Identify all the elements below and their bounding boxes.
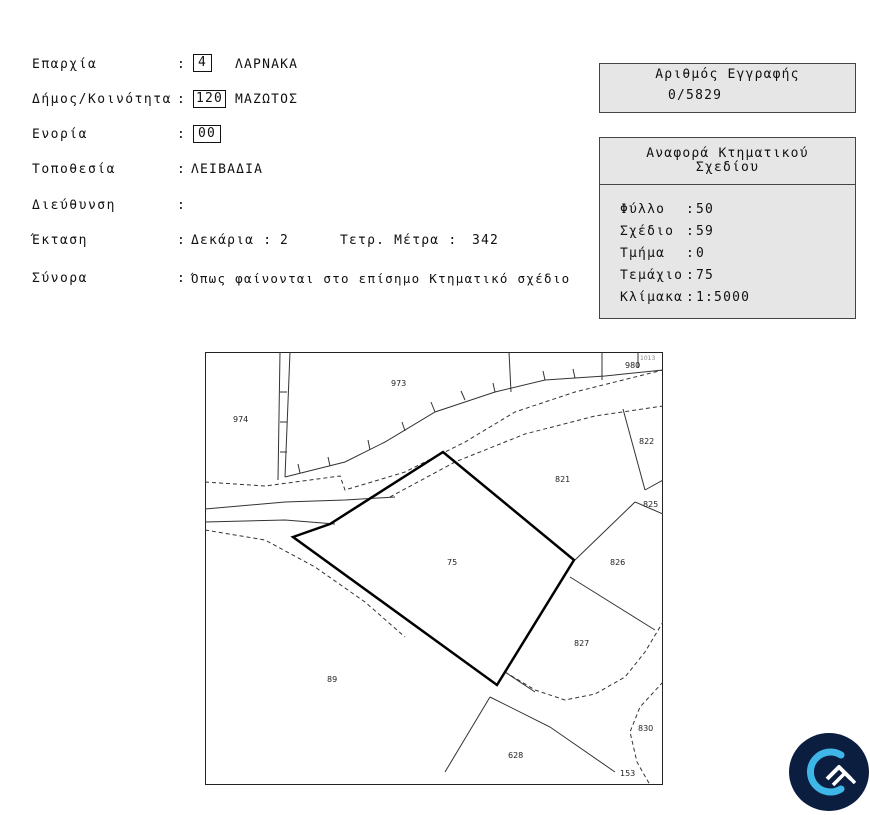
- parcel-label: 973: [391, 379, 407, 388]
- parcel-label: 75: [447, 558, 458, 567]
- parcel-label: 628: [508, 751, 524, 760]
- location-label: Τοποθεσία: [32, 162, 116, 177]
- district-code: 4: [193, 54, 212, 72]
- parcel-label: 980: [625, 361, 641, 370]
- section-label: Τμήμα: [620, 246, 666, 261]
- area-dekaria-label: Δεκάρια :: [191, 233, 273, 248]
- area-label: Έκταση: [32, 233, 88, 248]
- parcel-label: 822: [639, 437, 655, 446]
- plot-label: Τεμάχιο: [620, 268, 684, 283]
- colon: :: [177, 162, 185, 177]
- sheet-value: 50: [696, 202, 715, 217]
- colon: :: [177, 233, 185, 248]
- parcel-label: 89: [327, 675, 338, 684]
- section-value: 0: [696, 246, 706, 261]
- cadastral-title-line1: Αναφορά Κτηματικού: [646, 146, 809, 161]
- colon: :: [686, 224, 696, 239]
- parcel-label: 830: [638, 724, 654, 733]
- colon: :: [177, 198, 185, 213]
- registration-panel: [599, 63, 856, 113]
- plan-label: Σχέδιο: [620, 224, 675, 239]
- cadastral-header: [600, 138, 855, 185]
- parcel-label: 974: [233, 415, 249, 424]
- parish-code-box: [193, 125, 221, 143]
- parcel-label: 827: [574, 639, 590, 648]
- plot-value: 75: [696, 268, 715, 283]
- brand-logo-icon: [789, 733, 869, 811]
- area-sqm-label: Τετρ. Μέτρα :: [340, 233, 458, 248]
- parcel-label: 825: [643, 500, 659, 509]
- cadastral-title-line2: Σχεδίου: [695, 160, 760, 175]
- scale-value: 1:5000: [696, 290, 751, 305]
- colon: :: [686, 202, 696, 217]
- district-name: ΛΑΡΝΑΚΑ: [235, 57, 299, 72]
- brand-logo[interactable]: [789, 733, 869, 811]
- borders-value: Όπως φαίνονται στο επίσημο Κτηματικό σχέδιο: [191, 271, 571, 286]
- municipality-code-box: [193, 90, 226, 108]
- area-dekaria-value: 2: [280, 233, 290, 248]
- cadastral-map: [205, 352, 663, 785]
- parcel-label: 153: [620, 769, 636, 778]
- parcel-label: 821: [555, 475, 571, 484]
- colon: :: [177, 92, 185, 107]
- municipality-label: Δήμος/Κοινότητα: [32, 92, 172, 107]
- plan-value: 59: [696, 224, 715, 239]
- location-value: ΛΕΙΒΑΔΙΑ: [191, 162, 264, 177]
- colon: :: [177, 127, 185, 142]
- colon: :: [686, 246, 696, 261]
- sheet-label: Φύλλο: [620, 202, 666, 217]
- area-sqm-value: 342: [472, 233, 500, 248]
- registration-title: Αριθμός Εγγραφής: [655, 67, 800, 82]
- address-label: Διεύθυνση: [32, 198, 116, 213]
- cadastral-panel: [599, 137, 856, 319]
- colon: :: [177, 271, 185, 286]
- parcel-label: 826: [610, 558, 626, 567]
- colon: :: [177, 57, 185, 72]
- municipality-name: ΜΑΖΩΤΟΣ: [235, 92, 299, 107]
- municipality-code: 120: [193, 90, 226, 108]
- parish-code: 00: [193, 125, 221, 143]
- parcel-label: 1013: [640, 355, 656, 362]
- scale-label: Κλίμακα: [620, 290, 684, 305]
- colon: :: [686, 290, 696, 305]
- registration-number: 0/5829: [668, 88, 723, 103]
- parish-label: Ενορία: [32, 127, 88, 142]
- colon: :: [686, 268, 696, 283]
- district-label: Επαρχία: [32, 57, 98, 72]
- district-code-box: [193, 54, 212, 72]
- borders-label: Σύνορα: [32, 271, 88, 286]
